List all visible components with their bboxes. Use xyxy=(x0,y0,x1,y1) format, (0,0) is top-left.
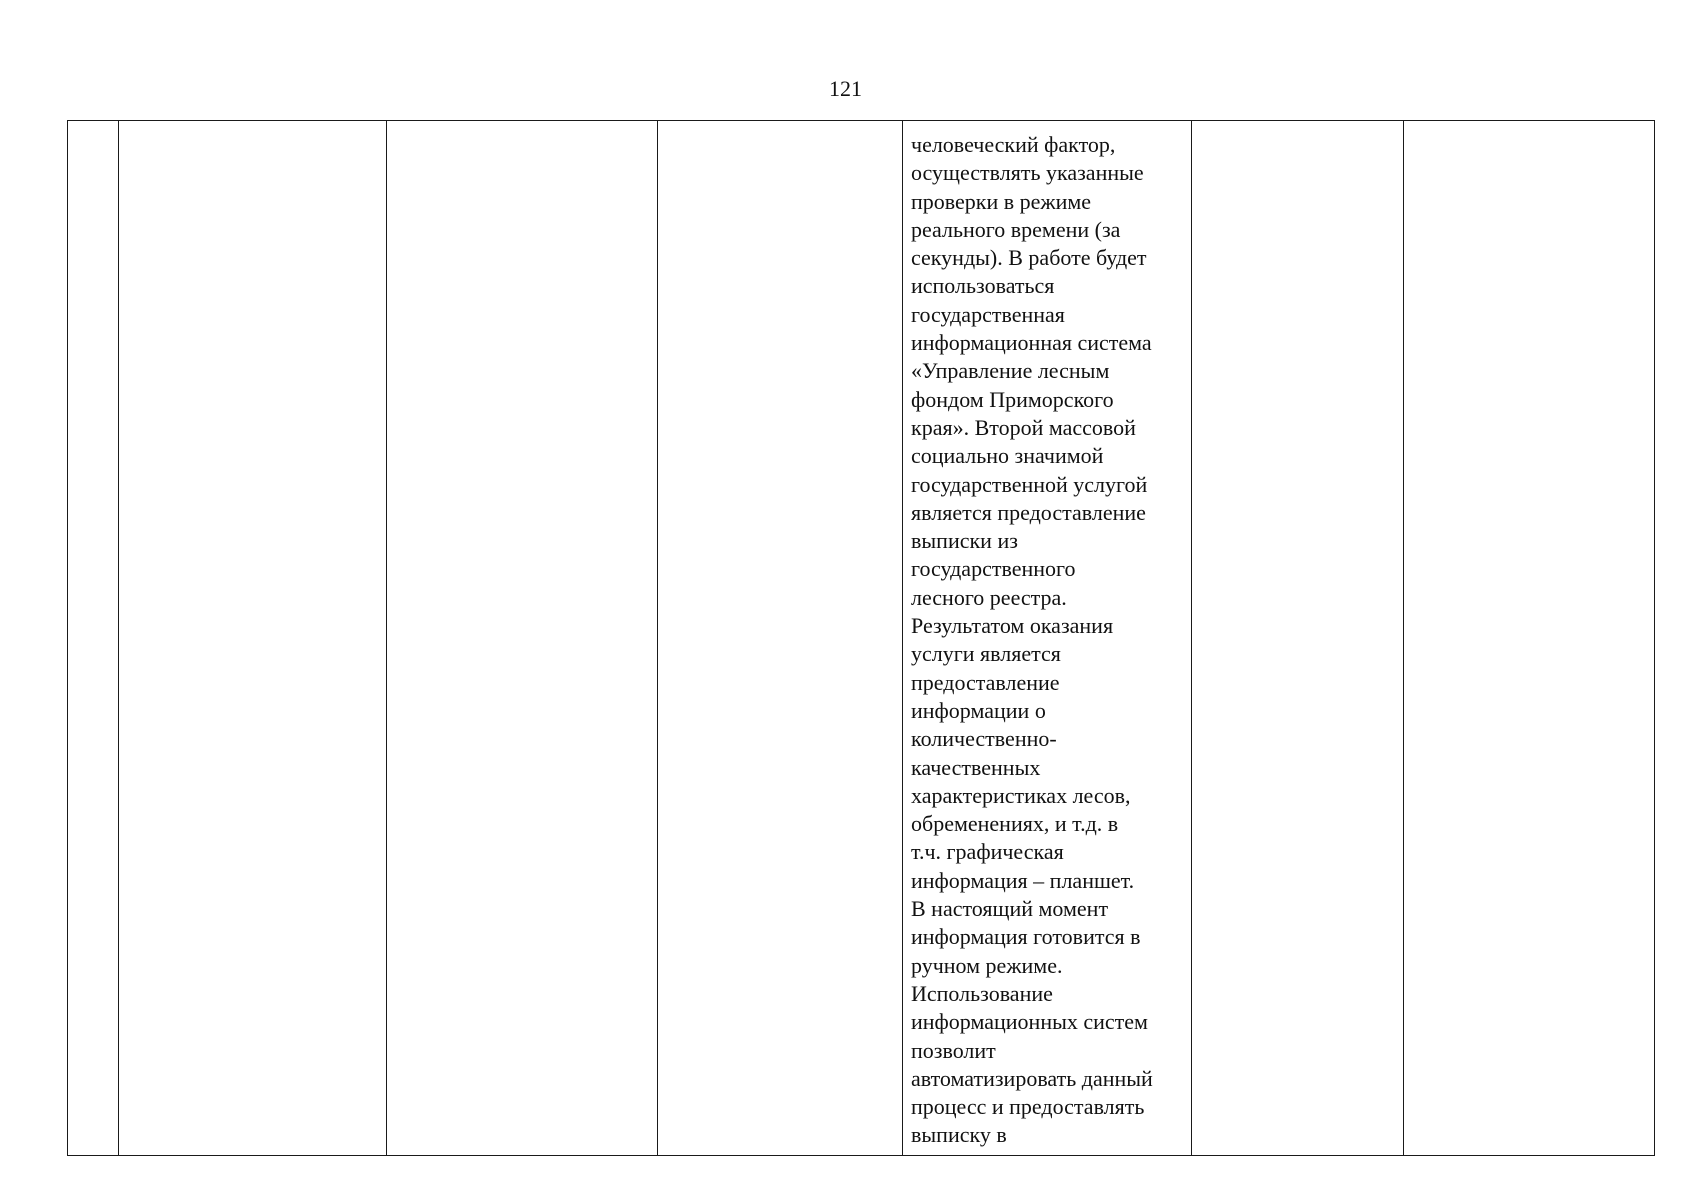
cell-text xyxy=(68,121,118,131)
cell-text xyxy=(387,121,657,131)
cell-text xyxy=(658,121,902,131)
table-cell-col-5 xyxy=(903,121,1192,1156)
table-cell-col-1 xyxy=(68,121,119,1156)
cell-text xyxy=(1404,121,1654,131)
table-cell-col-4 xyxy=(658,121,903,1156)
table-row xyxy=(68,121,1655,1156)
cell-text: человеческий фактор, осуществлять указанные проверки в режиме реального времени (за секунды). В работе будет использоваться государственная информационная система «Управление лесным фондом Приморского края». Второй массовой социально значимой государственной услугой является предоставление выписки из государственного лесного реестра. Результатом оказания услуги является предоставление информации о количественно- качественных характеристиках лесов, обременениях, и т.д. в т.ч. графическая информация – планшет. В настоящий момент информация готовится в ручном режиме. Использование информационных систем позволит автоматизировать данный процесс и предоставлять выписку в xyxy=(911,132,1153,1148)
document-table xyxy=(67,120,1655,1156)
table-cell-col-2 xyxy=(119,121,387,1156)
table-cell-col-7 xyxy=(1404,121,1655,1156)
table-cell-col-3 xyxy=(387,121,658,1156)
cell-text xyxy=(119,121,386,131)
page-number: 121 xyxy=(829,76,862,101)
table-cell-col-6 xyxy=(1192,121,1404,1156)
cell-text xyxy=(1192,121,1403,131)
